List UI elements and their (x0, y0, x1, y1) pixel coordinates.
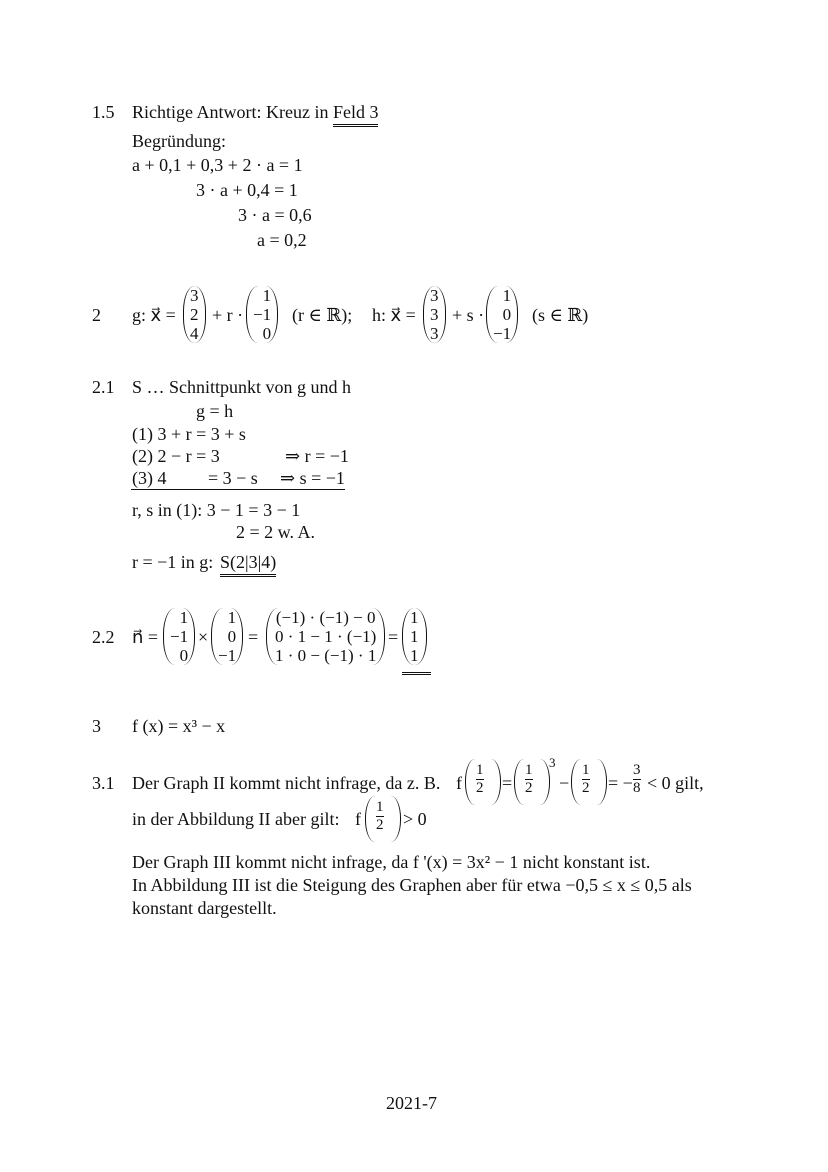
h-param-range: (s ∈ ℝ) (532, 305, 589, 325)
cross-product-vector (266, 608, 385, 665)
substitution-line: r, s in (1): 3 − 1 = 3 − 1 (132, 500, 301, 520)
equals-minus: = − (608, 773, 633, 793)
vector-entry: 1 (410, 627, 419, 646)
fraction-one-half (525, 762, 533, 797)
normal-vector-result (402, 608, 427, 665)
vector-entry: −1 (253, 305, 272, 324)
fraction-three-eighths (633, 762, 641, 797)
answer-heading (132, 103, 378, 121)
graph-iii-constant: konstant dargestellt. (132, 898, 277, 918)
denominator: 2 (376, 817, 384, 833)
minus-sign: − (559, 773, 570, 793)
numerator: 1 (582, 762, 590, 778)
function-definition: f (x) = x³ − x (132, 716, 226, 736)
section-number-3: 3 (92, 716, 101, 736)
graph-iii-reason: Der Graph III kommt nicht infrage, da f '(x) = 3x² − 1 nicht konstant ist. (132, 852, 651, 872)
page-number: 2021-7 (386, 1093, 437, 1113)
section-number-2: 2 (92, 305, 101, 325)
vector-entry: 1 (227, 608, 237, 627)
h-direction-vector (486, 286, 518, 343)
system-eq-2-result: ⇒ r = −1 (285, 446, 349, 466)
answer-field: Feld 3 (333, 102, 379, 127)
vector-entry: (−1) · (−1) − 0 (275, 608, 376, 627)
graph-ii-reason: Der Graph II kommt nicht infrage, da z. B. (132, 773, 441, 793)
justification-label: Begründung: (132, 131, 226, 151)
vector-entry: 0 (227, 627, 237, 646)
vector-entry: 1 (502, 286, 512, 305)
vector-entry: −1 (493, 324, 512, 343)
vector-entry: −1 (170, 627, 189, 646)
g-equals-h: g = h (196, 401, 234, 421)
numerator: 3 (633, 762, 641, 778)
g-direction-vector (246, 286, 278, 343)
section-number-2-2: 2.2 (92, 627, 115, 647)
intersection-point-value: S(2|3|4) (220, 552, 276, 577)
numerator: 1 (376, 799, 384, 815)
equation-line-3: 3 · a = 0,6 (238, 205, 312, 225)
vector-entry: 3 (430, 324, 439, 343)
cross-vector-1 (163, 608, 195, 665)
vector-entry: 4 (190, 324, 199, 343)
system-divider (131, 489, 345, 490)
fraction-one-half (376, 799, 384, 834)
vector-entry: 1 (410, 646, 419, 665)
h-param-s: + s · (452, 305, 485, 325)
r-in-g: r = −1 in g: (132, 552, 214, 572)
equation-line-2: 3 · a + 0,4 = 1 (196, 180, 298, 200)
vector-entry: −1 (218, 646, 237, 665)
line-g-label: g: x⃗ = (132, 305, 176, 325)
result-double-underline (402, 672, 431, 675)
equals-2: = (388, 627, 399, 647)
system-eq-3-result: ⇒ s = −1 (280, 468, 345, 488)
equation-line-1: a + 0,1 + 0,3 + 2 · a = 1 (132, 155, 303, 175)
equals-1: = (248, 627, 259, 647)
vector-entry: 3 (190, 286, 199, 305)
normal-vector-label: n⃗ = (132, 627, 159, 647)
vector-entry: 1 (179, 608, 189, 627)
contradiction-line: 2 = 2 w. A. (236, 522, 315, 542)
vector-entry: 1 · 0 − (−1) · 1 (275, 646, 377, 665)
vector-entry: 0 · 1 − 1 · (−1) (275, 627, 377, 646)
h-base-vector (423, 286, 446, 343)
vector-entry: 0 (179, 646, 189, 665)
numerator: 1 (525, 762, 533, 778)
g-base-vector (183, 286, 206, 343)
line-h-label: h: x⃗ = (372, 305, 416, 325)
system-eq-3-rhs: = 3 − s (208, 468, 258, 488)
cross-vector-2 (211, 608, 243, 665)
vector-entry: 2 (190, 305, 199, 324)
greater-than-zero: > 0 (403, 809, 427, 829)
g-param-range: (r ∈ ℝ); (292, 305, 353, 325)
f-symbol: f (456, 773, 462, 793)
system-eq-2: (2) 2 − r = 3 (132, 446, 220, 466)
exponent: 3 (549, 755, 556, 770)
equation-line-4: a = 0,2 (257, 230, 307, 250)
system-eq-1: (1) 3 + r = 3 + s (132, 424, 246, 444)
graph-iii-slope: In Abbildung III ist die Steigung des Graphen aber für etwa −0,5 ≤ x ≤ 0,5 als (132, 875, 692, 895)
fraction-one-half (476, 762, 484, 797)
intersection-point (220, 553, 276, 571)
fraction-one-half (582, 762, 590, 797)
graph-ii-abbildung: in der Abbildung II aber gilt: (132, 809, 340, 829)
vector-entry: 0 (502, 305, 512, 324)
vector-entry: 0 (262, 324, 272, 343)
numerator: 1 (476, 762, 484, 778)
section-number-1-5: 1.5 (92, 102, 115, 122)
denominator: 2 (525, 780, 533, 796)
vector-entry: 1 (410, 608, 419, 627)
denominator: 2 (476, 780, 484, 796)
answer-text: Richtige Antwort: Kreuz in (132, 102, 329, 122)
system-eq-3: (3) 4 (132, 468, 167, 488)
section-number-3-1: 3.1 (92, 773, 115, 793)
less-than-zero: < 0 gilt, (647, 773, 704, 793)
denominator: 8 (633, 780, 641, 796)
denominator: 2 (582, 780, 590, 796)
f-symbol: f (355, 809, 361, 829)
intersection-heading: S … Schnittpunkt von g und h (132, 377, 352, 397)
vector-entry: 1 (262, 286, 272, 305)
vector-entry: 3 (430, 305, 439, 324)
equals-sign: = (502, 773, 513, 793)
cross-symbol: × (198, 627, 209, 647)
section-number-2-1: 2.1 (92, 377, 115, 397)
vector-entry: 3 (430, 286, 439, 305)
g-param-r: + r · (212, 305, 244, 325)
